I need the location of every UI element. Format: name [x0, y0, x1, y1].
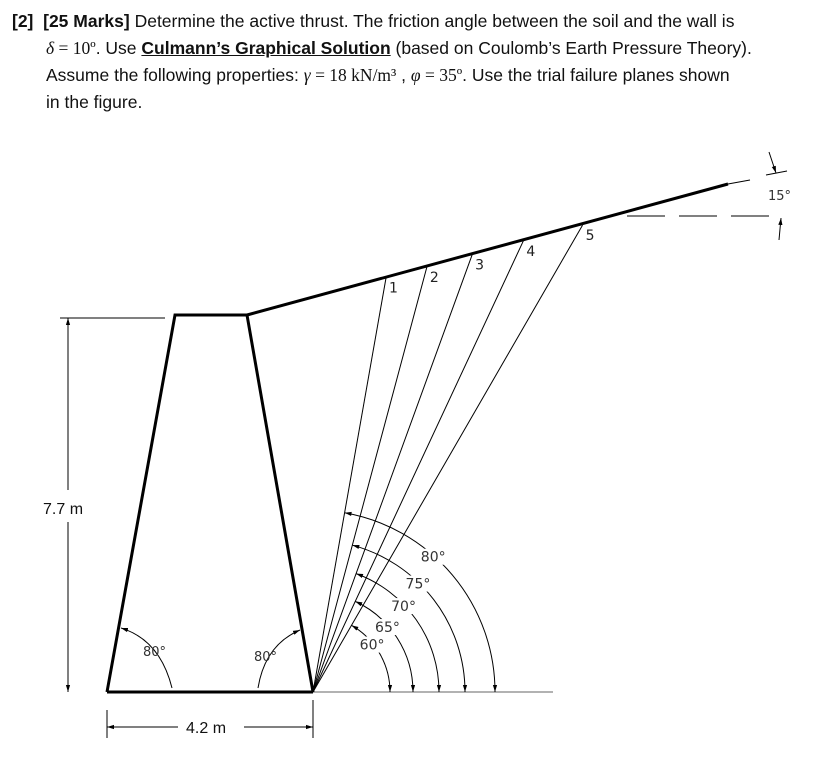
question-line1: Determine the active thrust. The friction angle between the soil and the wall is [134, 11, 735, 31]
phi-value: = 35º [420, 65, 463, 85]
base-label: 4.2 m [186, 720, 227, 737]
question-marks: [25 Marks] [43, 11, 130, 31]
trial-plane-label-4: 4 [526, 243, 536, 260]
trial-plane-label-2: 2 [429, 269, 439, 286]
delta-symbol: δ [46, 38, 55, 58]
question-line3a: Assume the following properties: [46, 65, 304, 85]
trial-plane-2 [313, 267, 427, 692]
angle-label-65: 65° [375, 620, 400, 637]
method-name: Culmann’s Graphical Solution [141, 38, 391, 58]
slope-angle-label: 15° [768, 189, 792, 204]
angle-label-75: 75° [405, 576, 431, 593]
backfill-extension [728, 180, 750, 184]
trial-plane-label-3: 3 [475, 257, 485, 274]
question-line2b: (based on Coulomb’s Earth Pressure Theory). [390, 38, 752, 58]
trial-plane-label-1: 1 [389, 280, 398, 297]
trial-plane-label-5: 5 [585, 228, 595, 245]
question-number: [2] [12, 11, 34, 31]
angle-label-70: 70° [391, 599, 416, 616]
question-line3b: . Use the trial failure planes shown [462, 65, 730, 85]
angle-label-60: 60° [359, 637, 385, 654]
gamma-value: = 18 kN/m³ [310, 65, 397, 85]
backfill-surface [247, 184, 728, 315]
delta-value: = 10º [54, 38, 96, 58]
slope-angle-tick [766, 171, 787, 175]
slope-angle-arrow-bottom [779, 218, 781, 240]
angle-arc-75 [352, 545, 465, 692]
wall-angle-left-label: 80° [143, 645, 167, 660]
trial-plane-4 [313, 241, 523, 692]
height-label: 7.7 m [43, 501, 84, 518]
slope-angle-arrow-top [769, 152, 776, 173]
phi-symbol: φ [410, 65, 421, 85]
trial-planes [313, 225, 594, 692]
question-line4: in the figure. [46, 92, 143, 112]
angle-arcs [345, 513, 495, 692]
wall-angle-right-label: 80° [254, 650, 278, 665]
question-line2a: . Use [95, 38, 142, 58]
angle-label-80: 80° [420, 549, 446, 566]
gamma-symbol: γ [303, 65, 311, 85]
separator: , [396, 65, 411, 85]
